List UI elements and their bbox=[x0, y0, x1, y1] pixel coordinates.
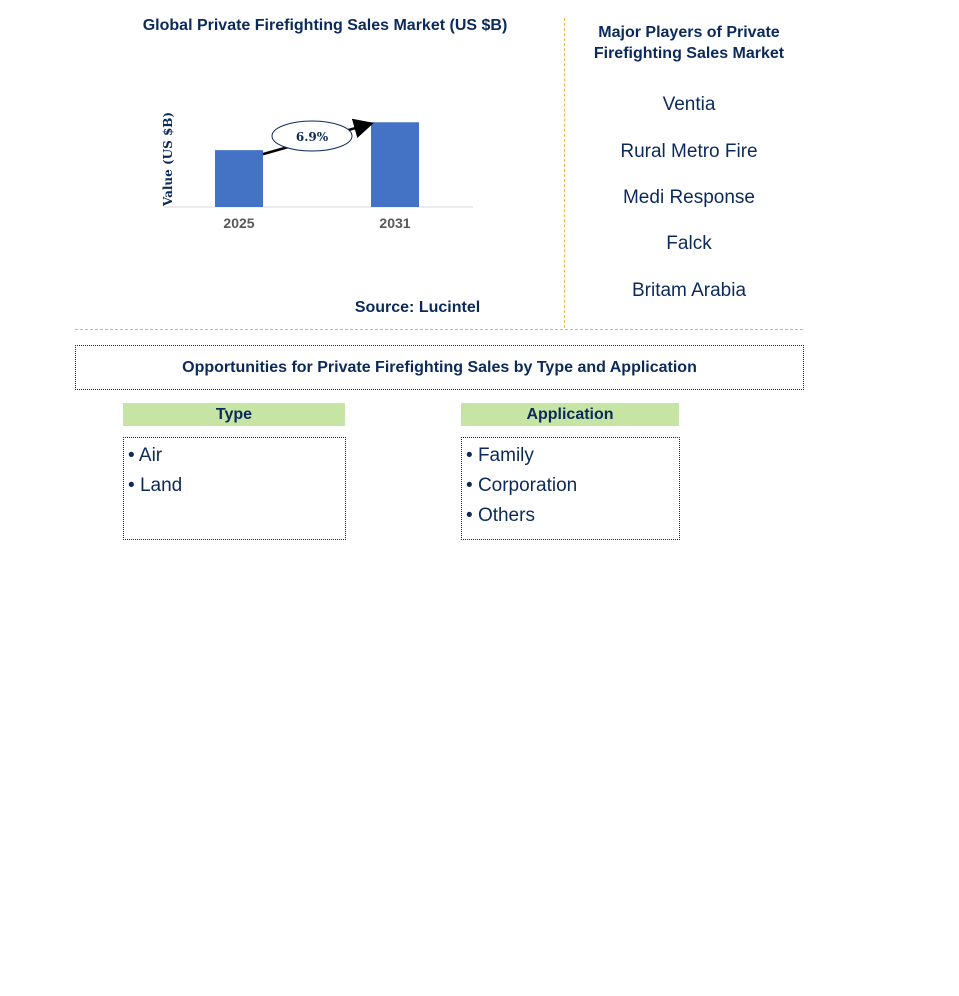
opportunities-title-box bbox=[75, 345, 804, 390]
player-item: Medi Response bbox=[622, 187, 756, 208]
application-header: Application bbox=[461, 403, 679, 426]
application-list bbox=[461, 437, 680, 540]
list-item: • Land bbox=[128, 475, 183, 496]
player-item: Ventia bbox=[662, 94, 716, 115]
x-tick-label: 2031 bbox=[379, 215, 411, 231]
chart-title: Global Private Firefighting Sales Market (US $B) bbox=[142, 17, 508, 34]
opportunities-title: Opportunities for Private Firefighting Sales by Type and Application bbox=[182, 358, 697, 376]
player-item: Rural Metro Fire bbox=[620, 141, 758, 162]
bar-2031 bbox=[371, 122, 419, 207]
type-header: Type bbox=[123, 403, 345, 426]
y-axis-label: Value (US $B) bbox=[161, 111, 175, 207]
bar-chart bbox=[150, 108, 490, 238]
list-item: • Family bbox=[466, 445, 534, 466]
bar-2025 bbox=[215, 150, 263, 207]
list-item: • Others bbox=[466, 505, 535, 526]
list-item: • Corporation bbox=[466, 475, 578, 496]
source-label: Source: Lucintel bbox=[354, 299, 481, 316]
player-item: Britam Arabia bbox=[631, 280, 747, 301]
type-list bbox=[123, 437, 346, 540]
players-title: Major Players of Private Firefighting Sales Market bbox=[593, 24, 785, 62]
list-item: • Air bbox=[128, 445, 163, 466]
vertical-divider bbox=[564, 18, 565, 328]
growth-label: 6.9% bbox=[295, 130, 329, 144]
player-item: Falck bbox=[666, 233, 712, 254]
horizontal-divider bbox=[75, 329, 803, 330]
x-tick-label: 2025 bbox=[223, 215, 255, 231]
